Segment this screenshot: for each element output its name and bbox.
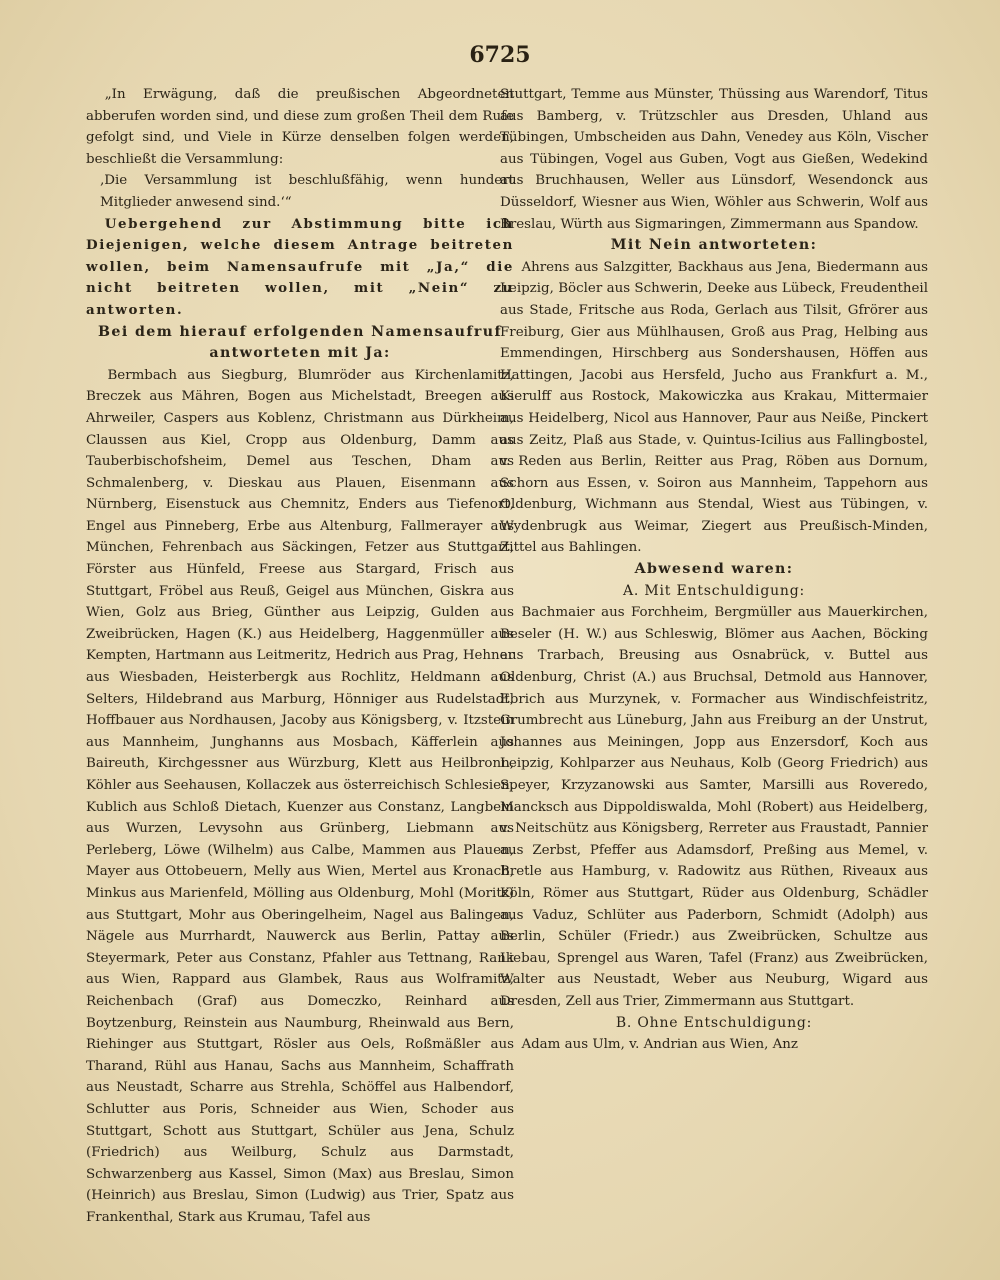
left-column: [86, 84, 514, 1228]
ja-names-list: Bermbach aus Siegburg, Blumröder aus Kirchenlamitz, Breczek aus Mähren, Bogen aus Michelstadt, Breegen aus Ahrweiler, Caspers aus Koblenz, Christmann aus Dürkheim, Claussen aus Kiel, Cropp aus Oldenburg, Damm aus Tauberbischofsheim, Demel aus Teschen, Dham aus Schmalenberg, v. Dieskau aus Plauen, Eisenmann aus Nürnberg, Eisenstuck aus Chemnitz, Enders aus Tiefenort, Engel aus Pinneberg, Erbe aus Altenburg, Fallmerayer aus München, Fehrenbach aus Säckingen, Fetzer aus Stuttgart, Förster aus Hünfeld, Freese aus Stargard, Frisch aus Stuttgart, Fröbel aus Reuß, Geigel aus München, Giskra aus Wien, Golz aus Brieg, Günther aus Leipzig, Gulden aus Zweibrücken, Hagen (K.) aus Heidelberg, Haggenmüller aus Kempten, Hartmann aus Leitmeritz, Hedrich aus Prag, Hehner aus Wiesbaden, Heisterbergk aus Rochlitz, Heldmann aus Selters, Hildebrand aus Marburg, Hönniger aus Rudelstadt, Hoffbauer aus Nordhausen, Jacoby aus Königsberg, v. Itzstein aus Mannheim, Junghanns aus Mosbach, Käfferlein aus Baireuth, Kirchgessner aus Würzburg, Klett aus Heilbronn, Köhler aus Seehausen, Kollaczek aus österreichisch Schlesien, Kublich aus Schloß Dietach, Kuenzer aus Constanz, Langbein aus Wurzen, Levysohn aus Grünberg, Liebmann aus Perleberg, Löwe (Wilhelm) aus Calbe, Mammen aus Plauen, Mayer aus Ottobeuern, Melly aus Wien, Mertel aus Kronach, Minkus aus Marienfeld, Mölling aus Oldenburg, Mohl (Moritz) aus Stuttgart, Mohr aus Oberingelheim, Nagel aus Balingen, Nägele aus Murrhardt, Nauwerck aus Berlin, Pattay aus Steyermark, Peter aus Constanz, Pfahler aus Tettnang, Rank aus Wien, Rappard aus Glambek, Raus aus Wolframitz, Reichenbach (Graf) aus Domeczko, Reinhard aus Boytzenburg, Reinstein aus Naumburg, Rheinwald aus Bern, Riehinger aus Stuttgart, Rösler aus Oels, Roßmäßler aus Tharand, Rühl aus Hanau, Sachs aus Mannheim, Schaffrath aus Neustadt, Scharre aus Strehla, Schöffel aus Halbendorf, Schlutter aus Poris, Schneider aus Wien, Schoder aus Stuttgart, Schott aus Stuttgart, Schüler aus Jena, Schulz (Friedrich) aus Weilburg, Schulz aus Darmstadt, Schwarzenberg aus Kassel, Simon (Max) aus Breslau, Simon (Heinrich) aus Breslau, Simon (Ludwig) aus Trier, Spatz aus Frankenthal, Stark aus Krumau, Tafel aus: [86, 367, 515, 1225]
excused-heading: A. Mit Entschuldigung:: [622, 582, 805, 599]
vote-instruction: Uebergehend zur Abstimmung bitte ich Diejenigen, welche diesem Antrage beitreten wollen, beim Namensaufrufe mit „Ja,“ die nicht beitreten wollen, mit „Nein“ zu antworten.: [86, 215, 514, 318]
unexcused-heading: B. Ohne Entschuldigung:: [615, 1014, 813, 1031]
page-number: 6725: [469, 42, 531, 68]
unexcused-names-list: Adam aus Ulm, v. Andrian aus Wien, Anz: [521, 1037, 798, 1053]
intro-quote-resolution: ‚Die Versammlung ist beschlußfähig, wenn hundert Mitglieder anwesend sind.‘“: [100, 173, 514, 210]
nein-heading: Mit Nein antworteten:: [610, 237, 818, 254]
nein-names-list: Ahrens aus Salzgitter, Backhaus aus Jena, Biedermann aus Leipzig, Böcler aus Schwerin, Deeke aus Lübeck, Freudentheil aus Stade, Fritsche aus Roda, Gerlach aus Tilsit, Gfrörer aus Freiburg, Gier aus Mühlhausen, Groß aus Prag, Helbing aus Emmendingen, Hirschberg aus Sondershausen, Höffen aus Hattingen, Jacobi aus Hersfeld, Jucho aus Frankfurt a. M., Kierulff aus Rostock, Makowiczka aus Krakau, Mittermaier aus Heidelberg, Nicol aus Hannover, Paur aus Neiße, Pinckert aus Zeitz, Plaß aus Stade, v. Quintus-Icilius aus Fallingbostel, v. Reden aus Berlin, Reitter aus Prag, Röben aus Dornum, Schorn aus Essen, v. Soiron aus Mannheim, Tappehorn aus Oldenburg, Wichmann aus Stendal, Wiest aus Tübingen, v. Wydenbrugk aus Weimar, Ziegert aus Preußisch-Minden, Zittel aus Bahlingen.: [500, 259, 928, 556]
ja-heading: Bei dem hierauf erfolgenden Namensaufruf antworteten mit Ja:: [98, 323, 502, 362]
excused-names-list: Bachmaier aus Forchheim, Bergmüller aus Mauerkirchen, Beseler (H. W.) aus Schleswig, Blömer aus Aachen, Böcking aus Trarbach, Breusing aus Osnabrück, v. Buttel aus Oldenburg, Christ (A.) aus Bruchsal, Detmold aus Hannover, Ebrich aus Murzynek, v. Formacher aus Windischfeistritz, Grumbrecht aus Lüneburg, Jahn aus Freiburg an der Unstrut, Johannes aus Meiningen, Jopp aus Enzersdorf, Koch aus Leipzig, Kohlparzer aus Neuhaus, Kolb (Georg Friedrich) aus Speyer, Krzyzanowski aus Samter, Marsilli aus Roveredo, Mancksch aus Dippoldiswalda, Mohl (Robert) aus Heidelberg, v. Neitschütz aus Königsberg, Rerreter aus Fraustadt, Pannier aus Zerbst, Pfeffer aus Adamsdorf, Preßing aus Memel, v. Bretle aus Hamburg, v. Radowitz aus Rüthen, Riveaux aus Köln, Römer aus Stuttgart, Rüder aus Oldenburg, Schädler aus Vaduz, Schlüter aus Paderborn, Schmidt (Adolph) aus Berlin, Schüler (Friedr.) aus Zweibrücken, Schultze aus Liebau, Sprengel aus Waren, Tafel (Franz) aus Zweibrücken, Walter aus Neustadt, Weber aus Neuburg, Wigard aus Dresden, Zell aus Trier, Zimmermann aus Stuttgart.: [500, 605, 928, 1009]
intro-quote: „In Erwägung, daß die preußischen Abgeordneten abberufen worden sind, und diese zum großen Theil dem Rufe gefolgt sind, und Viele in Kürze denselben folgen werden, beschließt die Versammlung:: [86, 87, 514, 167]
absent-heading: Abwesend waren:: [634, 561, 794, 578]
right-column: [500, 84, 928, 1056]
ja-names-continued: Stuttgart, Temme aus Münster, Thüssing aus Warendorf, Titus aus Bamberg, v. Trützschler aus Dresden, Uhland aus Tübingen, Umbscheiden aus Dahn, Venedey aus Köln, Vischer aus Tübingen, Vogel aus Guben, Vogt aus Gießen, Wedekind aus Bruchhausen, Weller aus Lünsdorf, Wesendonck aus Düsseldorf, Wiesner aus Wien, Wöhler aus Schwerin, Wolf aus Breslau, Würth aus Sigmaringen, Zimmermann aus Spandow.: [500, 87, 928, 232]
